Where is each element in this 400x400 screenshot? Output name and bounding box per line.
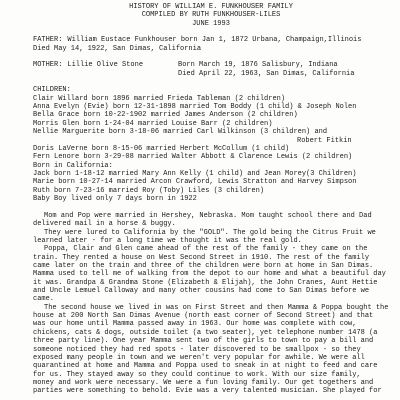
narrative-line: exposed many people in town and we weren't very popular for awhile. We were all: [33, 353, 365, 362]
child-entry: Baby Boy lived only 7 days born in 1922: [33, 195, 197, 204]
child-entry: Anna Evelyn (Evie) born 12-31-1898 married Tom Boddy (1 child) & Joseph Nolen: [33, 103, 357, 112]
child-entry: Marie born 10-27-14 married Arcon Crawford, Lewis Stratton and Harvey Simpson: [33, 178, 357, 187]
father-birth: William Eustace Funkhouser born Jan 1, 1872 Urbana, Champaign,Illinois: [67, 36, 362, 45]
narrative-line: for us. They stayed away so they could continue to work. With our size family,: [33, 370, 361, 379]
narrative-line: Mamma used to tell me of walking from the depot to our home and what a beautiful day: [33, 270, 386, 279]
california-heading: Born in California:: [33, 161, 113, 170]
child-entry: Bella Grace born 10-22-1902 married James Anderson (2 children): [33, 111, 298, 120]
blank-line: [33, 53, 393, 61]
document-title: HISTORY OF WILLIAM E. FUNKHOUSER FAMILY: [129, 2, 293, 11]
narrative-line: and Uncle Lemuel Calloway and many other cousins had come to San Dimas before we: [33, 287, 370, 296]
narrative-line: learned later - for a long time we thought it was the real gold.: [33, 236, 302, 245]
narrative-line: Poppa, Clair and Glen came ahead of the rest of the family - they came on the: [44, 245, 368, 254]
narrative-line: money and work were necessary. We were a fun loving family. Our get togethers and: [33, 378, 374, 387]
narrative-line: three party line). One year Mamma sent two of the girls to town to pay a bill and: [33, 337, 374, 346]
mother-label: MOTHER:: [33, 61, 63, 70]
child-entry: Ruth born 7-23-16 married Roy (Toby) Liles (3 children): [33, 186, 265, 195]
children-heading: CHILDREN:: [33, 86, 71, 95]
mother-death-line: [33, 70, 393, 78]
narrative-line: delivered mail in a horse & buggy.: [33, 220, 176, 229]
document-page: [33, 3, 393, 396]
father-death: Died May 14, 1922, San Dimas, California: [33, 44, 202, 53]
blank-line: [33, 28, 393, 36]
narrative-line: was our home until Mamma passed away in 1963. Our home was complete with cow,: [33, 320, 357, 329]
narrative-line: train. They rented a house on West Second Street in 1910. The rest of the family: [33, 253, 370, 262]
narrative-line: parties were something to behold. Evie was a very talented musician. She played for: [33, 387, 382, 396]
narrative-line: They were lured to California by the "GOLD". The gold being the Citrus Fruit we: [44, 228, 376, 237]
compiled-by-line: COMPILED BY RUTH FUNKHOUSER-LILES: [141, 11, 281, 20]
blank-line: [33, 78, 393, 86]
child-entry: Fern Lenore born 3-29-08 married Walter Abbott & Clarence Lewis (2 children): [33, 153, 353, 162]
child-entry: Doris LaVerne born 8-15-06 married Herbert McCollum (1 child): [33, 144, 290, 153]
child-entry: Clair Willard born 1896 married Frieda Tableman (2 children): [33, 94, 286, 103]
mother-name: Lillie Olive Stone: [67, 61, 144, 70]
narrative-line: Mom and Pop were married in Hershey, Nebraska. Mom taught school there and Dad: [44, 211, 372, 220]
father-label: FATHER:: [33, 36, 63, 45]
blank-line: [33, 203, 393, 211]
child-entry-continuation: Robert Fitkin: [297, 136, 352, 145]
date-line: JUNE 1993: [192, 19, 230, 28]
child-entry: Nellie Marguerite born 3-18-06 married Carl Wilkinson (3 children) and: [33, 128, 328, 137]
mother-death: Died April 22, 1963, San Dimas, California: [178, 69, 355, 78]
narrative-line: chickens, cats & dogs, outside toilet (a two seater), yet telephone number 1478 (a: [33, 328, 378, 337]
mother-birth: Born March 19, 1876 Salisbury, Indiana: [178, 61, 338, 70]
narrative-line: quarantined at home and Mamma and Poppa used to sneak in at night to feed and care: [33, 362, 378, 371]
narrative-line: came later on the train and three of the children were born at home in San Dimas.: [33, 261, 374, 270]
father-line: [33, 36, 393, 44]
narrative-line: came.: [33, 295, 55, 304]
narrative-line: The second house we lived in was on First Street and then Mamma & Poppa bought the: [44, 303, 389, 312]
narrative-line: house at 200 North San Dimas Avenue (north east corner of Second Street) and that: [33, 312, 374, 321]
mother-line: [33, 61, 393, 69]
child-entry: Jack born 1-18-12 married Mary Ann Kelly (1 child) and Jean Morey(3 Children): [33, 169, 357, 178]
child-entry: Morris Glen born 1-24-04 married Louise Barr (2 children): [33, 119, 273, 128]
narrative-line: someone noticed they had red spots - later discovered to be smallpox - so they: [33, 345, 361, 354]
narrative-line: it was. Grandpa & Grandma Stone (Elizabeth & Elijah), the John Cranes, Aunt Hettie: [33, 278, 378, 287]
